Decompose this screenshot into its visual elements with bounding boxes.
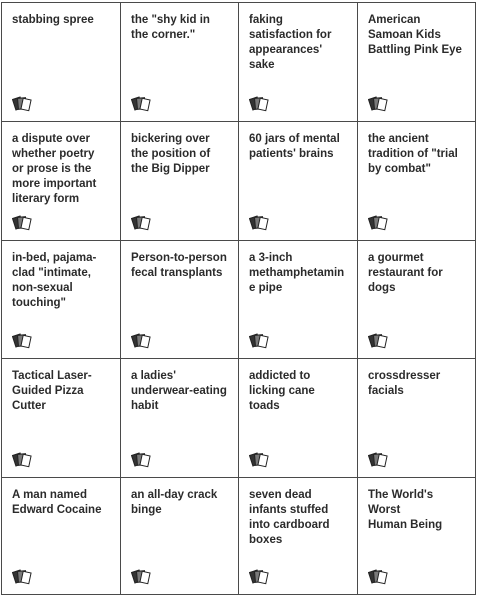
answer-card — [239, 122, 358, 241]
card-text: A man named Edward Cocaine — [12, 489, 102, 516]
answer-card — [358, 122, 476, 241]
card-deck-icon — [249, 96, 271, 112]
card-text: 60 jars of mental patients' brains — [249, 133, 340, 160]
card-deck-icon — [249, 569, 271, 585]
card-text: crossdresser facials — [368, 370, 441, 397]
answer-card — [239, 3, 358, 122]
card-text: the "shy kid in the corner." — [131, 14, 210, 41]
answer-card — [2, 3, 121, 122]
card-deck-icon — [12, 96, 34, 112]
card-deck-icon — [249, 215, 271, 231]
card-text: a 3-inch methamphetamin e pipe — [249, 252, 345, 294]
card-deck-icon — [131, 333, 153, 349]
card-deck-icon — [249, 333, 271, 349]
card-deck-icon — [12, 215, 34, 231]
answer-card — [121, 122, 239, 241]
card-text: a dispute over whether poetry or prose is the more important literary form — [12, 133, 97, 205]
card-deck-icon — [368, 96, 390, 112]
card-text: bickering over the position of the Big Dipper — [131, 133, 211, 175]
card-text: Tactical Laser- Guided Pizza Cutter — [12, 370, 92, 412]
answer-card — [2, 122, 121, 241]
card-text: seven dead infants stuffed into cardboard boxes — [249, 489, 330, 546]
answer-card — [239, 241, 358, 359]
answer-card — [121, 359, 239, 478]
card-text: faking satisfaction for appearances' sake — [249, 14, 332, 71]
answer-card — [2, 478, 121, 595]
card-text: an all-day crack binge — [131, 489, 218, 516]
card-deck-icon — [368, 452, 390, 468]
answer-card — [121, 3, 239, 122]
card-text: The World's Worst Human Being — [368, 489, 443, 531]
card-text: stabbing spree — [12, 14, 94, 26]
answer-card — [121, 478, 239, 595]
answer-card — [239, 359, 358, 478]
card-deck-icon — [131, 569, 153, 585]
answer-card — [2, 359, 121, 478]
answer-card — [358, 3, 476, 122]
card-deck-icon — [131, 215, 153, 231]
card-text: American Samoan Kids Battling Pink Eye — [368, 14, 462, 56]
card-deck-icon — [131, 452, 153, 468]
answer-card — [358, 359, 476, 478]
answer-card — [358, 478, 476, 595]
card-text: the ancient tradition of "trial by combat" — [368, 133, 458, 175]
card-deck-icon — [131, 96, 153, 112]
card-text: addicted to licking cane toads — [249, 370, 315, 412]
answer-card — [121, 241, 239, 359]
card-deck-icon — [12, 333, 34, 349]
card-deck-icon — [12, 452, 34, 468]
card-text: a gourmet restaurant for dogs — [368, 252, 443, 294]
card-sheet — [1, 2, 476, 595]
card-deck-icon — [368, 215, 390, 231]
answer-card — [239, 478, 358, 595]
card-text: a ladies' underwear-eating habit — [131, 370, 227, 412]
card-deck-icon — [368, 333, 390, 349]
card-deck-icon — [12, 569, 34, 585]
card-deck-icon — [249, 452, 271, 468]
card-deck-icon — [368, 569, 390, 585]
card-text: Person-to-person fecal transplants — [131, 252, 227, 279]
card-text: in-bed, pajama- clad "intimate, non-sexual touching" — [12, 252, 97, 309]
answer-card — [2, 241, 121, 359]
answer-card — [358, 241, 476, 359]
